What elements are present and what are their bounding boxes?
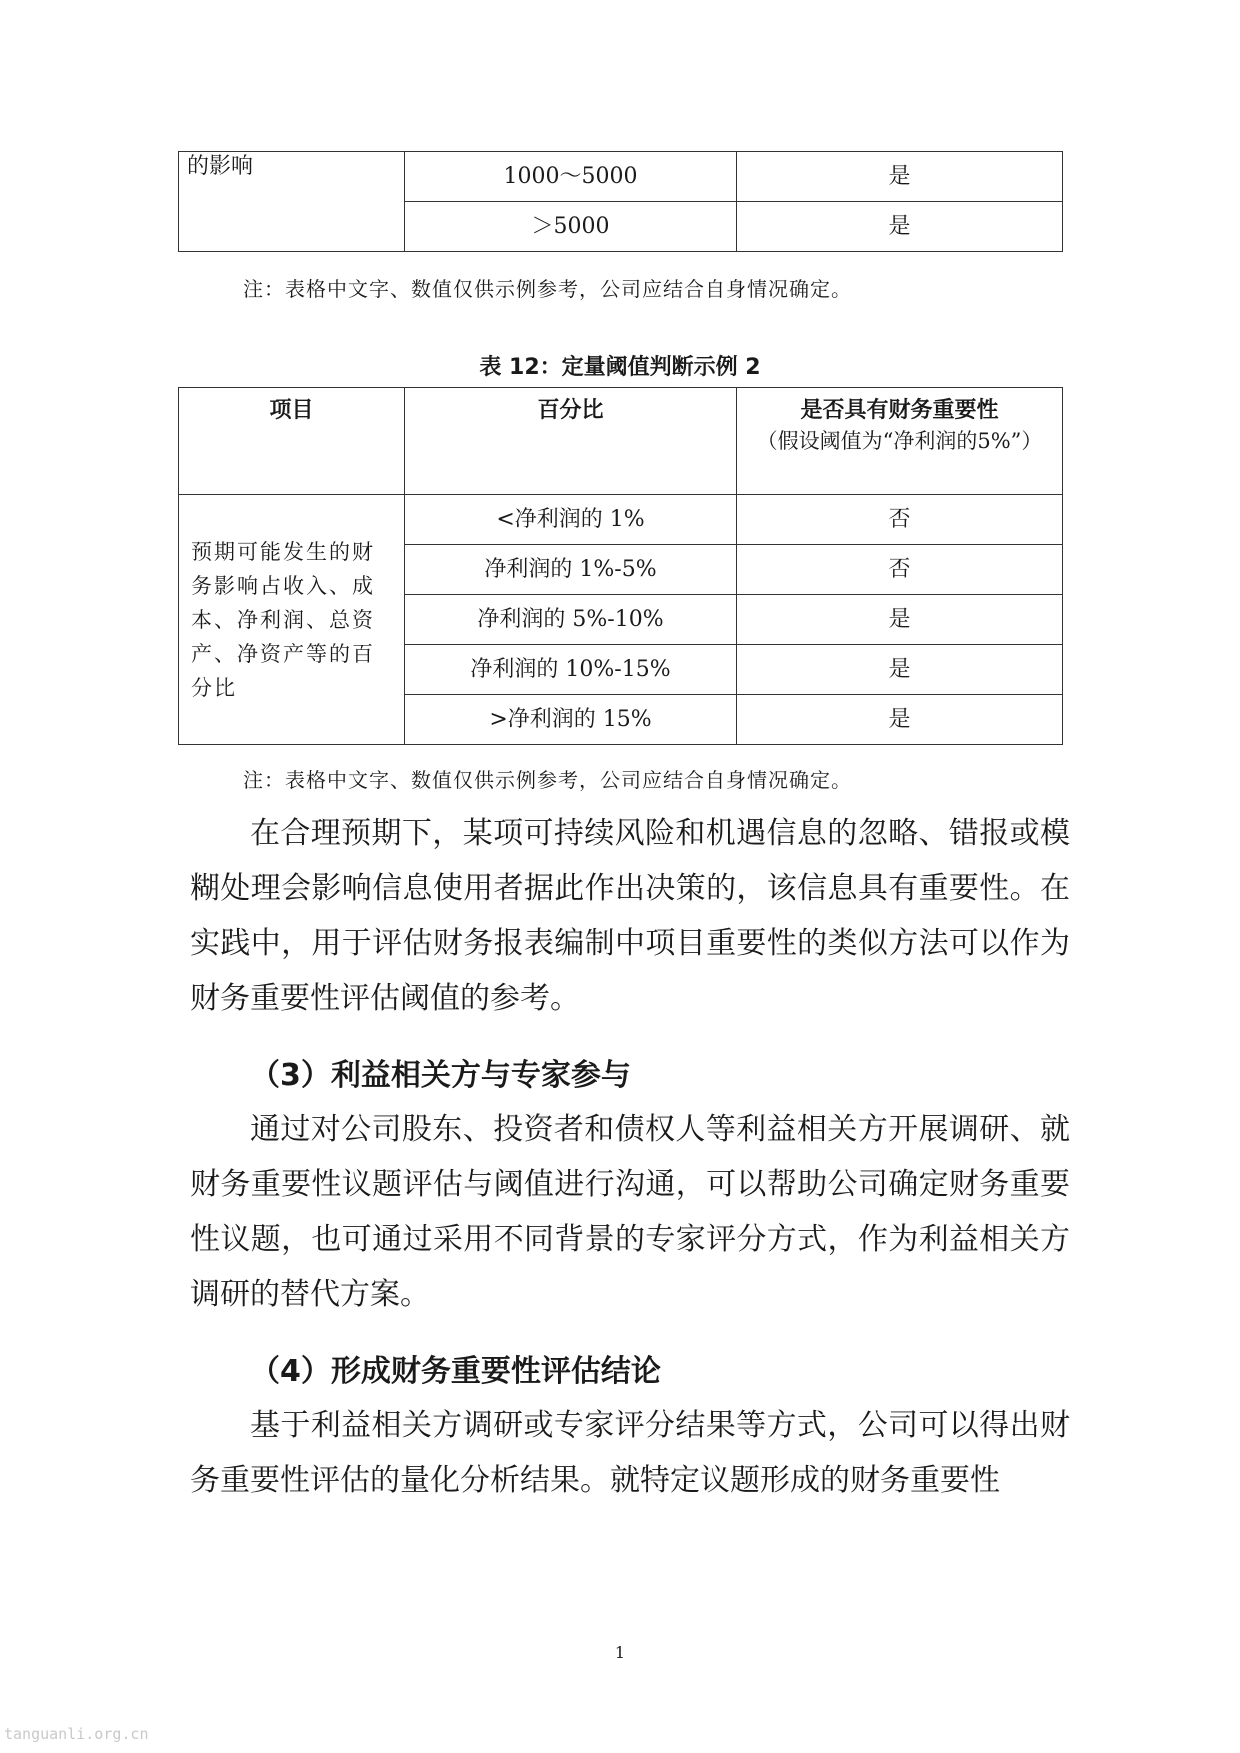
body-paragraph: 通过对公司股东、投资者和债权人等利益相关方开展调研、就财务重要性议题评估与阈值进行沟通，可以帮助公司确定财务重要性议题，也可通过采用不同背景的专家评分方式，作为利益相关方调研的替代方案。 (190, 1112, 1070, 1312)
table-header-cell: 项目 (179, 388, 405, 495)
table-cell: 1000～5000 (405, 152, 737, 202)
page-number: 1 (614, 1643, 626, 1662)
table-cell: >净利润的 15% (405, 695, 737, 745)
table-note: 注：表格中文字、数值仅供示例参考，公司应结合自身情况确定。 (243, 277, 852, 301)
table-cell: 是 (737, 645, 1063, 695)
table-header-cell: 百分比 (405, 388, 737, 495)
table-header-row (179, 388, 1063, 495)
section-heading: （4）形成财务重要性评估结论 (250, 1354, 661, 1389)
table-cell: 预期可能发生的财务影响占收入、成本、净利润、总资产、净资产等的百分比 (179, 495, 405, 745)
table-cell: 是 (737, 595, 1063, 645)
table-cell: 否 (737, 545, 1063, 595)
table-caption: 表 12：定量阈值判断示例 2 (479, 355, 761, 380)
table-row (179, 152, 1063, 202)
table-cell: 净利润的 5%-10% (405, 595, 737, 645)
header-title: 是否具有财务重要性 (800, 398, 999, 423)
table-note: 注：表格中文字、数值仅供示例参考，公司应结合自身情况确定。 (243, 768, 852, 792)
table-cell: 的影响 (179, 152, 405, 252)
threshold-table-1 (178, 151, 1063, 252)
table-header-cell (737, 388, 1063, 495)
table-cell: 是 (737, 695, 1063, 745)
watermark: tanguanli.org.cn (4, 1725, 149, 1743)
header-subtitle: （假设阈值为“净利润的5%”） (756, 429, 1043, 453)
table-row (179, 495, 1063, 545)
body-paragraph: 基于利益相关方调研或专家评分结果等方式，公司可以得出财务重要性评估的量化分析结果。就特定议题形成的财务重要性 (190, 1408, 1070, 1498)
table-cell: 净利润的 10%-15% (405, 645, 737, 695)
table-cell: 净利润的 1%-5% (405, 545, 737, 595)
table-cell: 是 (737, 152, 1063, 202)
table-cell: 是 (737, 202, 1063, 252)
section-heading: （3）利益相关方与专家参与 (250, 1058, 631, 1093)
table-cell: ＞5000 (405, 202, 737, 252)
table-cell: 否 (737, 495, 1063, 545)
threshold-table-2 (178, 387, 1063, 745)
table-cell: <净利润的 1% (405, 495, 737, 545)
body-paragraph: 在合理预期下，某项可持续风险和机遇信息的忽略、错报或模糊处理会影响信息使用者据此作出决策的，该信息具有重要性。在实践中，用于评估财务报表编制中项目重要性的类似方法可以作为财务重要性评估阈值的参考。 (190, 816, 1070, 1016)
